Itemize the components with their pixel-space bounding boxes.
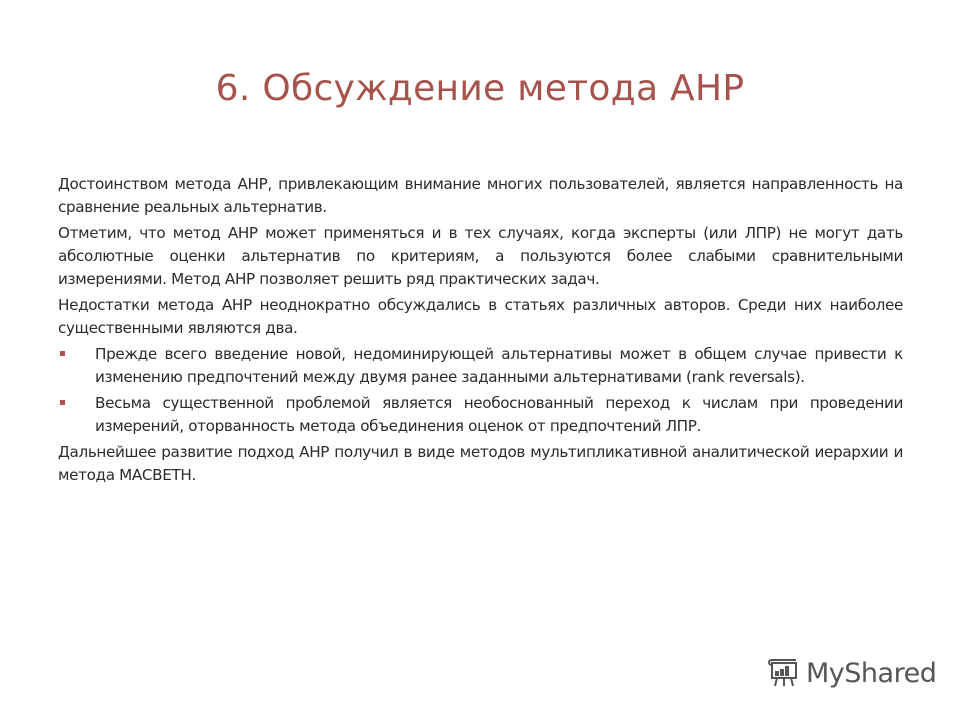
paragraph: Отметим, что метод АНР может применяться и в тех случаях, когда эксперты (или ЛПР) не могут дать абсолютные оценки альтернатив по критериям, а пользуются более слабыми сравнительными измерениями. Метод АНР позволяет решить ряд практических задач.	[58, 224, 903, 288]
presentation-board-icon	[766, 656, 800, 690]
square-bullet-icon	[60, 351, 65, 356]
myshared-logo	[766, 656, 936, 690]
logo-text: MyShared	[806, 657, 937, 689]
bullet-item	[58, 343, 903, 389]
bullet-item	[58, 392, 903, 438]
bullet-text: Весьма существенной проблемой является необоснованный переход к числам при проведении измерений, оторванность метода объединения оценок от предпочтений ЛПР.	[95, 394, 903, 435]
bullet-text: Прежде всего введение новой, недоминирующей альтернативы может в общем случае привести к изменению предпочтений между двумя ранее заданными альтернативами (rank reversals).	[95, 345, 903, 386]
paragraph: Достоинством метода АНР, привлекающим внимание многих пользователей, является направленность на сравнение реальных альтернатив.	[58, 175, 903, 216]
paragraph: Дальнейшее развитие подход АНР получил в виде методов мультипликативной аналитической иерархии и метода МАСВЕТН.	[58, 443, 903, 484]
slide-body	[58, 173, 903, 490]
square-bullet-icon	[60, 400, 65, 405]
paragraph: Недостатки метода АНР неоднократно обсуждались в статьях различных авторов. Среди них наиболее существенными являются два.	[58, 296, 903, 337]
slide-title: 6. Обсуждение метода АНР	[215, 68, 745, 109]
